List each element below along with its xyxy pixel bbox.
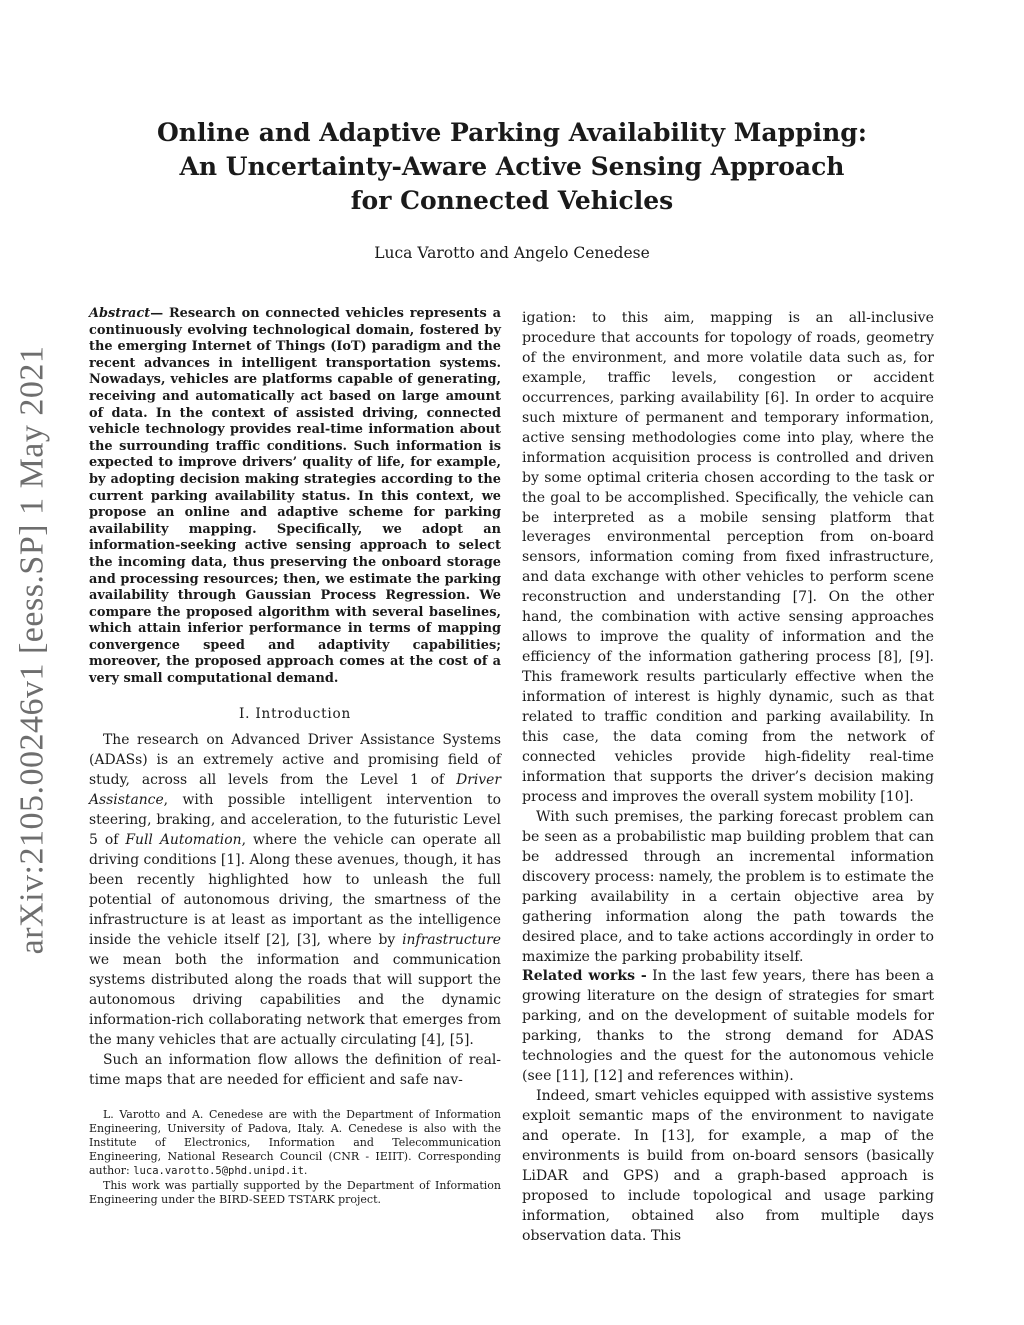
emphasis: infrastructure (402, 931, 501, 948)
related-works-paragraph (522, 967, 934, 1087)
abstract (89, 306, 501, 688)
right-column (522, 309, 934, 1247)
footnote-text: . (303, 1164, 308, 1178)
text-run: The research on Advanced Driver Assistance Systems (ADASs) is an extremely active and promising field of study, across all levels from the Level 1 of (89, 731, 501, 788)
right-paragraph-1: igation: to this aim, mapping is an all-inclusive procedure that accounts for topology of roads, geometry of the environment, and more volatile data such as, for example, traffic levels, congestion or accident occurrences, parking availability [6]. In order to acquire such mixture of permanent and temporary information, active sensing methodologies come into play, where the information acquisition process is controlled and driven by some optimal criteria chosen according to the task or the goal to be accomplished. Specifically, the vehicle can be interpreted as a mobile sensing platform that leverages environmental perception from on-board sensors, information coming from fixed infrastructure, and data exchange with other vehicles to perform scene reconstruction and understanding [7]. On the other hand, the combination with active sensing approaches allows to improve the quality of information and the efficiency of the information gathering process [8], [9]. This framework results particularly effective when the information of interest is highly dynamic, such as that related to traffic condition and parking availability. In this case, the data coming from the network of connected vehicles provide high-fidelity real-time information that supports the driver’s decision making process and improves the overall system mobility [10]. (522, 310, 934, 805)
left-column (89, 306, 501, 1207)
emphasis: Full Automation (125, 831, 242, 848)
text-run: , with possible intelligent intervention to steering, braking, and acceleration, to the futuristic Level 5 of (89, 791, 501, 848)
title-line: An Uncertainty-Aware Active Sensing Approach (179, 152, 845, 181)
title-line: Online and Adaptive Parking Availability Mapping: (157, 118, 867, 147)
related-works-text: In the last few years, there has been a growing literature on the design of strategies for smart parking, and on the development of suitable models for parking, thanks to the strong demand for ADAS technologies and the quest for the autonomous vehicle (see [11], [12] and references within). (522, 968, 934, 1085)
emphasis: Driver Assistance (89, 771, 501, 808)
author-list: Luca Varotto and Angelo Cenedese (374, 244, 650, 262)
intro-paragraph-2: Such an information flow allows the definition of real-time maps that are needed for efficient and safe nav- (89, 1051, 501, 1088)
related-works-label: Related works - (522, 968, 647, 985)
footnotes (89, 1108, 501, 1207)
arxiv-stamp (10, 345, 54, 955)
abstract-text: — Research on connected vehicles represents a continuously evolving technological domain, fostered by the emerging Internet of Things (IoT) paradigm and the recent advances in intelligent transportation systems. Nowadays, vehicles are platforms capable of generating, receiving and automatically act based on large amount of data. In the context of assisted driving, connected vehicle technology provides real-time information about the surrounding traffic conditions. Such information is expected to improve drivers’ quality of life, for example, by adopting decision making strategies according to the current parking availability status. In this context, we propose an online and adaptive scheme for parking availability mapping. Specifically, we adopt an information-seeking active sensing approach to select the incoming data, thus preserving the onboard storage and processing resources; then, we estimate the parking availability through Gaussian Process Regression. We compare the proposed algorithm with several baselines, which attain inferior performance in terms of mapping convergence speed and adaptivity capabilities; moreover, the proposed approach comes at the cost of a very small computational demand. (89, 306, 501, 687)
text-run: we mean both the information and communication systems distributed along the roads that will support the autonomous driving capabilities and the dynamic information-rich collaborating network that emerges from the many vehicles that are actually circulating [4], [5]. (89, 951, 501, 1048)
footnote-text: L. Varotto and A. Cenedese are with the Department of Information Engineering, University of Padova, Italy. A. Cenedese is also with the Institute of Electronics, Information and Telecommunication Engineering, National Research Council (CNR - IEIIT). Corresponding author: (89, 1107, 501, 1178)
intro-paragraph-1 (89, 730, 501, 1050)
arxiv-stamp-text: arXiv:2105.00246v1 [eess.SP] 1 May 2021 (13, 345, 51, 955)
right-paragraph-4: Indeed, smart vehicles equipped with assistive systems exploit semantic maps of the environment to navigate and operate. In [13], for example, a map of the environments is build from on-board sensors (basically LiDAR and GPS) and a graph-based approach is proposed to include topological and usage parking information, obtained also from multiple days observation data. This (522, 1088, 934, 1244)
footnote-funding: This work was partially supported by the Department of Information Engineering under the BIRD-SEED TSTARK project. (89, 1178, 501, 1206)
right-paragraph-2: With such premises, the parking forecast problem can be seen as a probabilistic map building problem that can be addressed through an incremental information discovery process: namely, the problem is to estimate the parking availability in a certain objective area by gathering information along the path towards the desired place, and to take actions accordingly in order to maximize the parking probability itself. (522, 808, 934, 965)
author-email: luca.varotto.5@phd.unipd.it (133, 1165, 304, 1178)
section-heading: I. Introduction (238, 705, 352, 722)
abstract-lead: Abstract (89, 306, 151, 321)
text-run: , where the vehicle can operate all driving conditions [1]. Along these avenues, though, it has been recently highlighted how to unleash the full potential of autonomous driving, the smartness of the infrastructure is at least as important as the intelligence inside the vehicle itself [2], [3], where by (89, 831, 501, 948)
title-line: for Connected Vehicles (350, 186, 674, 215)
paper-title (110, 116, 914, 218)
footnote-affiliation (89, 1108, 501, 1179)
